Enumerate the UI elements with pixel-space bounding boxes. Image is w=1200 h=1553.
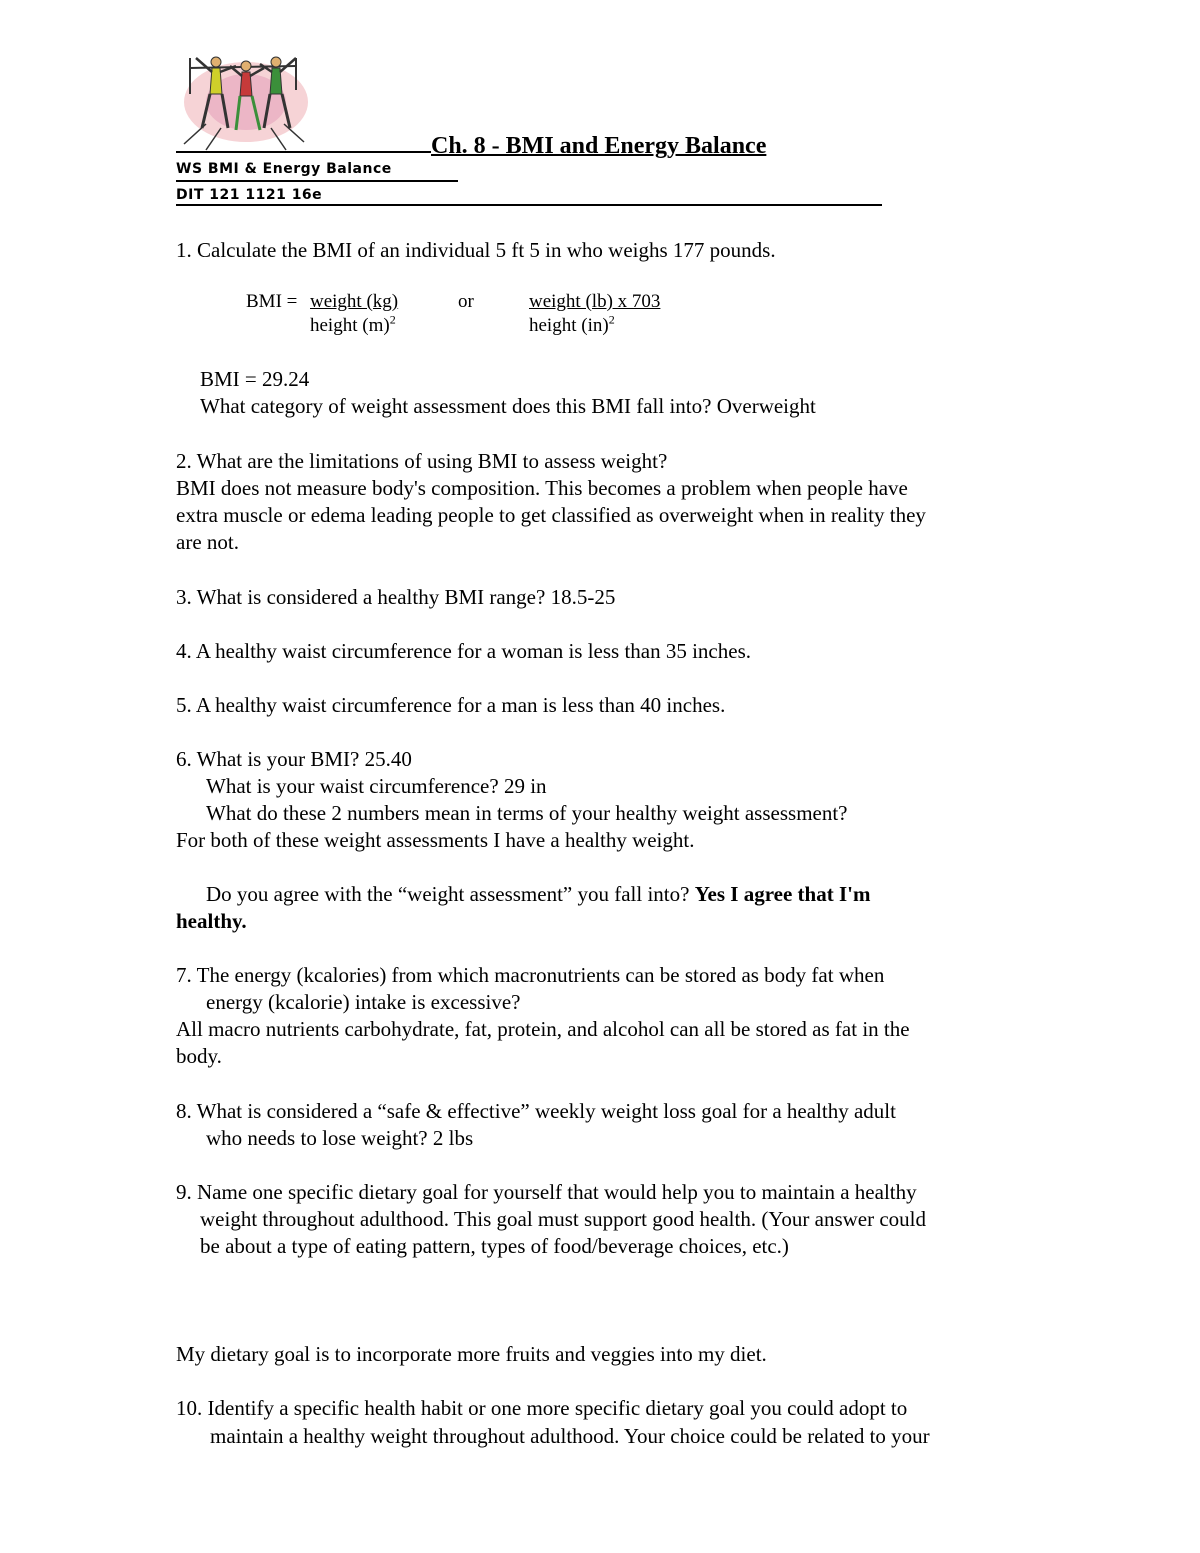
question-9-cont: weight throughout adulthood. This goal must support good health. (Your answer could (200, 1207, 926, 1231)
answer-1-category: What category of weight assessment does this BMI fall into? Overweight (200, 394, 816, 418)
course-line: DIT 121 1121 16e (176, 187, 323, 203)
formula-den-m: height $(m)^2$ (310, 312, 396, 336)
answer-2-line: extra muscle or edema leading people to get classified as overweight when in reality they (176, 503, 926, 527)
formula-num-kg: weight (kg) (310, 291, 399, 312)
question-4: 4. A healthy waist circumference for a woman is less than 35 inches. (176, 639, 751, 663)
question-6-waist: What is your waist circumference? 29 in (206, 774, 547, 798)
answer-1-bmi: BMI = 29.24 (200, 367, 310, 391)
question-7: 7. The energy (kcalories) from which macronutrients can be stored as body fat when (176, 963, 885, 987)
question-3: 3. What is considered a healthy BMI range? 18.5-25 (176, 585, 616, 609)
answer-6-agree-cont: healthy. (176, 909, 247, 933)
title-text: Ch. 8 - BMI and Energy Balance (431, 133, 767, 159)
question-2: 2. What are the limitations of using BMI to assess weight? (176, 449, 668, 473)
question-9: 9. Name one specific dietary goal for yourself that would help you to maintain a healthy (176, 1180, 917, 1204)
answer-7-cont: body. (176, 1044, 222, 1068)
question-6-meaning: What do these 2 numbers mean in terms of your healthy weight assessment? (206, 801, 848, 825)
question-9-cont: be about a type of eating pattern, types of food/beverage choices, etc.) (200, 1234, 789, 1258)
answer-2-line: BMI does not measure body's composition. This becomes a problem when people have (176, 476, 908, 500)
formula-num-lb: weight (lb) x 703 (529, 291, 661, 312)
ws-underline (176, 180, 458, 182)
answer-7: All macro nutrients carbohydrate, fat, protein, and alcohol can all be stored as fat in the (176, 1017, 910, 1041)
question-8: 8. What is considered a “safe & effective” weekly weight loss goal for a healthy adult (176, 1099, 896, 1123)
formula-lhs: BMI = (246, 291, 298, 312)
question-1: 1. Calculate the BMI of an individual 5 ft 5 in who weighs 177 pounds. (176, 238, 776, 262)
answer-2-line: are not. (176, 530, 239, 554)
formula-den-in: height (in)$^2$ (529, 312, 615, 336)
answer-6: For both of these weight assessments I have a healthy weight. (176, 828, 695, 852)
question-8-cont: who needs to lose weight? 2 lbs (206, 1126, 474, 1150)
answer-9: My dietary goal is to incorporate more fruits and veggies into my diet. (176, 1342, 767, 1366)
title-blank-rule (176, 131, 431, 153)
course-underline (176, 204, 882, 206)
formula-or: or (458, 291, 474, 312)
question-6-agree: Do you agree with the “weight assessment” you fall into? Yes I agree that I'm (206, 882, 871, 906)
question-6-bmi: 6. What is your BMI? 25.40 (176, 747, 412, 771)
question-10-cont: maintain a healthy weight throughout adulthood. Your choice could be related to your (210, 1424, 930, 1448)
ws-line: WS BMI & Energy Balance (176, 161, 392, 177)
question-7-cont: energy (kcalorie) intake is excessive? (206, 990, 521, 1014)
question-5: 5. A healthy waist circumference for a man is less than 40 inches. (176, 693, 726, 717)
question-10: 10. Identify a specific health habit or one more specific dietary goal you could adopt to (176, 1396, 908, 1420)
page-title (176, 130, 766, 162)
